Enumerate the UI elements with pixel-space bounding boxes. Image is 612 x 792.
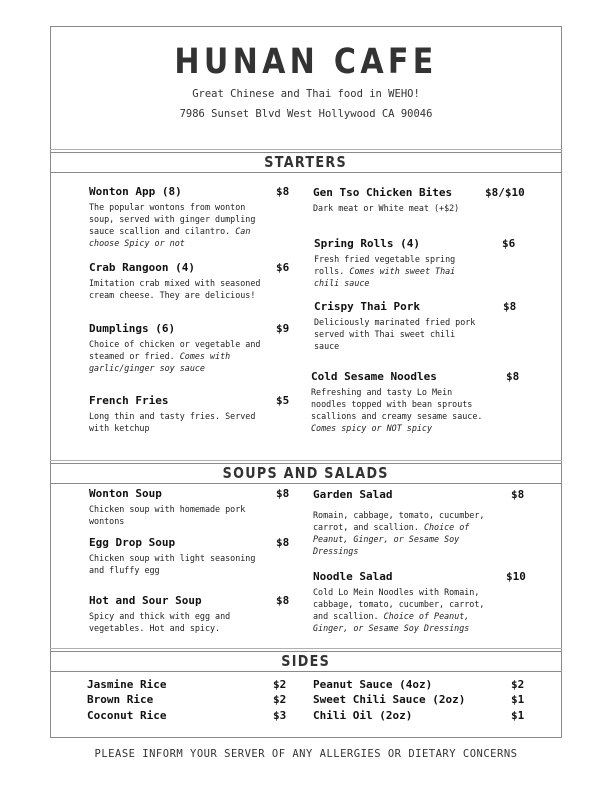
menu-item	[89, 594, 261, 634]
item-desc: Chicken soup with light seasoning and fluffy egg	[89, 553, 256, 575]
item-price: $8	[276, 536, 290, 549]
menu-item	[313, 570, 485, 634]
tagline: Great Chinese and Thai food in WEHO!	[192, 88, 420, 100]
side-item-price: $3	[273, 709, 287, 722]
item-desc: Dark meat or White meat (+$2)	[313, 203, 460, 213]
item-price: $6	[502, 237, 516, 250]
section-sides	[50, 651, 562, 672]
menu-item	[313, 186, 483, 214]
side-item-price: $2	[273, 678, 287, 691]
side-item-price: $2	[273, 693, 287, 706]
item-desc: Long thin and tasty fries. Served with ketchup	[89, 411, 256, 433]
item-desc: Chicken soup with homemade pork wontons	[89, 504, 246, 526]
item-name: Spring Rolls (4)	[314, 237, 420, 250]
menu-item	[89, 261, 261, 301]
allergy-notice: PLEASE INFORM YOUR SERVER OF ANY ALLERGIES OR DIETARY CONCERNS	[94, 748, 518, 760]
menu-item	[89, 322, 261, 374]
menu-item	[314, 237, 484, 289]
item-desc: Choice of chicken or vegetable and steamed or fried. Comes with garlic/ginger soy sauce	[89, 339, 261, 373]
item-desc: Cold Lo Mein Noodles with Romain, cabbage, tomato, cucumber, carrot, and scallion. Choice of Peanut, Ginger, or Sesame Soy Dressings	[313, 587, 485, 633]
side-item-name: Chili Oil (2oz)	[313, 709, 413, 722]
item-desc: Refreshing and tasty Lo Mein noodles topped with bean sprouts scallions and creamy sesame sauce. Comes spicy or NOT spicy	[311, 387, 483, 433]
item-desc: Romain, cabbage, tomato, cucumber, carrot, and scallion. Choice of Peanut, Ginger, or Sesame Soy Dressings	[313, 510, 485, 556]
item-price: $8	[511, 488, 525, 501]
item-price: $10	[506, 570, 526, 583]
address: 7986 Sunset Blvd West Hollywood CA 90046	[179, 108, 433, 120]
item-price: $5	[276, 394, 290, 407]
item-name: Crab Rangoon (4)	[89, 261, 195, 274]
item-desc: Imitation crab mixed with seasoned cream cheese. They are delicious!	[89, 278, 261, 300]
side-item-name: Brown Rice	[87, 693, 154, 706]
menu-item	[89, 394, 261, 434]
item-name: Cold Sesame Noodles	[311, 370, 437, 383]
side-item-price: $1	[511, 693, 525, 706]
item-name: Egg Drop Soup	[89, 536, 176, 549]
item-name: Wonton App (8)	[89, 185, 182, 198]
section-heading: SOUPS AND SALADS	[222, 464, 390, 482]
item-price: $6	[276, 261, 290, 274]
side-item-price: $2	[511, 678, 525, 691]
side-item-name: Peanut Sauce (4oz)	[313, 678, 433, 691]
item-name: French Fries	[89, 394, 169, 407]
menu-item	[89, 185, 261, 249]
item-name: Crispy Thai Pork	[314, 300, 420, 313]
item-price: $8	[503, 300, 517, 313]
item-price: $8	[276, 487, 290, 500]
item-price: $8/$10	[485, 186, 525, 199]
side-item-name: Jasmine Rice	[87, 678, 167, 691]
section-heading: SIDES	[281, 652, 331, 670]
item-name: Wonton Soup	[89, 487, 162, 500]
item-name: Gen Tso Chicken Bites	[313, 186, 453, 199]
item-name: Dumplings (6)	[89, 322, 176, 335]
item-desc: Fresh fried vegetable spring rolls. Comes with sweet Thai chili sauce	[314, 254, 456, 288]
menu-item	[89, 536, 261, 576]
side-item-name: Coconut Rice	[87, 709, 167, 722]
item-price: $9	[276, 322, 290, 335]
item-price: $8	[506, 370, 520, 383]
section-starters	[50, 152, 562, 173]
side-item-name: Sweet Chili Sauce (2oz)	[313, 693, 466, 706]
menu-item	[313, 488, 485, 557]
item-name: Noodle Salad	[313, 570, 393, 583]
item-name: Garden Salad	[313, 488, 393, 501]
item-desc: Spicy and thick with egg and vegetables. Hot and spicy.	[89, 611, 231, 633]
menu-item	[89, 487, 261, 527]
item-desc: The popular wontons from wonton soup, served with ginger dumpling sauce scallion and cilantro. Can choose Spicy or not	[89, 202, 256, 248]
restaurant-title: HUNAN CAFE	[174, 42, 438, 82]
item-price: $8	[276, 185, 290, 198]
item-price: $8	[276, 594, 290, 607]
menu-item	[314, 300, 484, 352]
side-item-price: $1	[511, 709, 525, 722]
section-heading: STARTERS	[264, 153, 348, 171]
section-soups-and-salads	[50, 463, 562, 484]
item-name: Hot and Sour Soup	[89, 594, 202, 607]
menu-item	[311, 370, 486, 434]
item-desc: Deliciously marinated fried pork served with Thai sweet chili sauce	[314, 317, 476, 351]
